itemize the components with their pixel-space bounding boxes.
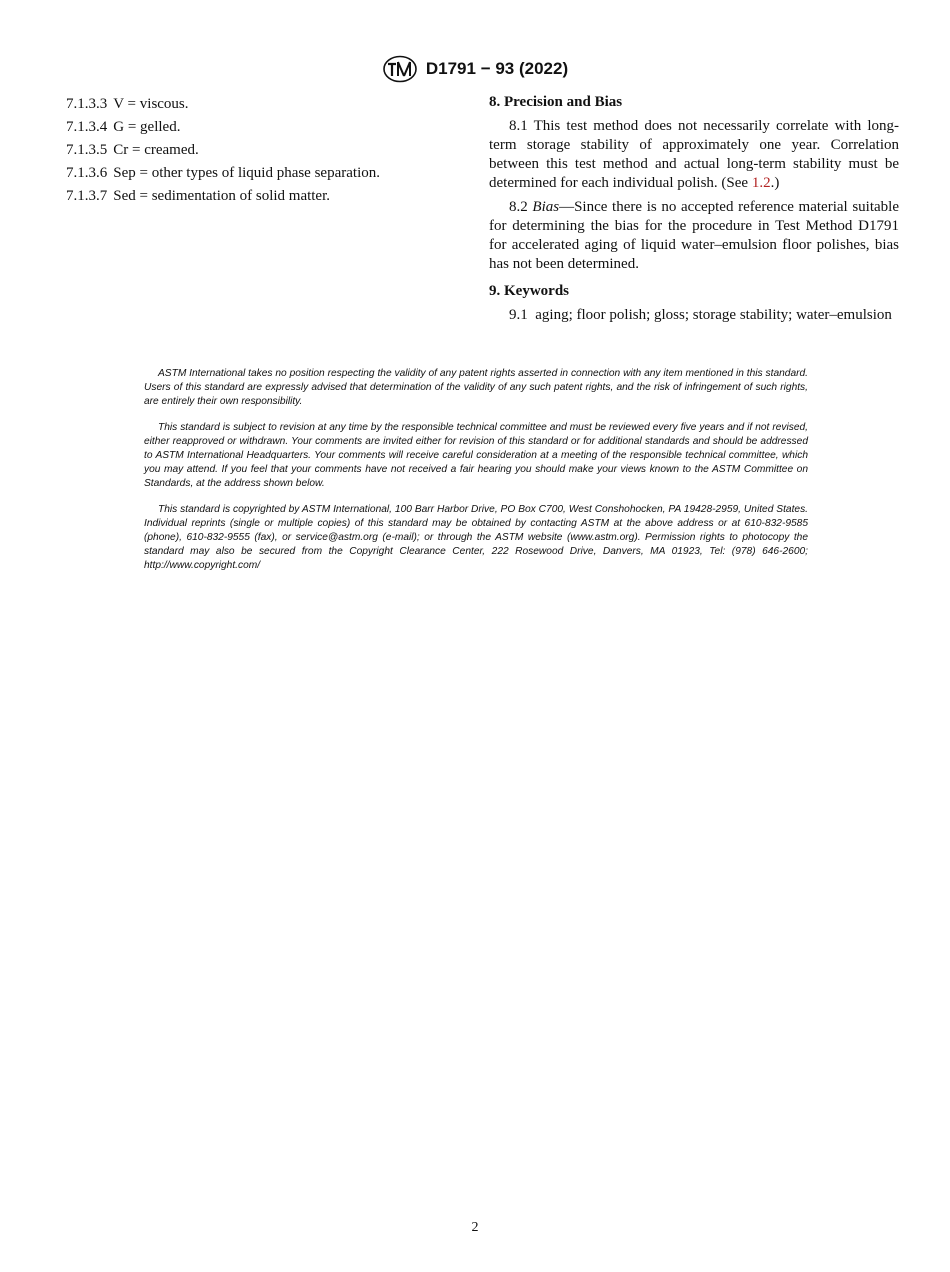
list-item <box>66 162 466 185</box>
paragraph-8-1 <box>489 117 899 193</box>
item-text: G = gelled. <box>113 119 181 135</box>
legal-notices <box>144 367 808 585</box>
astm-logo-icon <box>382 55 418 83</box>
patent-notice: ASTM International takes no position respecting the validity of any patent rights asserted in connection with any item mentioned in this standard. Users of this standard are expressly advised that determination of the validity of any such patent rights, and the risk of infringement of such rights, are entirely their own responsibility. <box>144 368 808 407</box>
paragraph-8-2 <box>489 198 899 274</box>
paragraph-number: 8.1 <box>509 118 528 134</box>
paragraph-number: 9.1 <box>509 307 528 323</box>
right-column <box>489 93 899 325</box>
document-title: D1791 − 93 (2022) <box>425 59 569 78</box>
item-text: Sep = other types of liquid phase separation. <box>113 165 380 181</box>
item-text: Cr = creamed. <box>113 142 199 158</box>
item-number: 7.1.3.5 <box>66 142 108 158</box>
item-number: 7.1.3.3 <box>66 96 108 112</box>
item-number: 7.1.3.7 <box>66 188 108 204</box>
page-header <box>0 55 950 83</box>
item-number: 7.1.3.4 <box>66 119 108 135</box>
paragraph-text: This test method does not necessarily correlate with long-term storage stability of approximately one year. Correlation between this test method and actual long-term stability must be determined for each individual polish. (See <box>489 118 900 191</box>
bias-label: Bias <box>532 199 560 215</box>
list-item <box>66 93 466 116</box>
paragraph-number: 8.2 <box>509 199 528 215</box>
paragraph-text: —Since there is no accepted reference material suitable for determining the bias for the procedure in Test Method D1791 for accelerated aging of liquid water–emulsion floor polishes, bias has not been determined. <box>489 199 899 272</box>
revision-notice: This standard is subject to revision at any time by the responsible technical committee and must be reviewed every five years and if not revised, either reapproved or withdrawn. Your comments are invited either for revision of this standard or for additional standards and should be addressed to ASTM International Headquarters. Your comments will receive careful consideration at a meeting of the responsible technical committee, which you may attend. If you feel that your comments have not received a fair hearing you should make your views known to the ASTM Committee on Standards, at the address shown below. <box>144 422 808 489</box>
paragraph-end: .) <box>770 175 780 191</box>
item-text: Sed = sedimentation of solid matter. <box>113 188 331 204</box>
section-8-heading: 8. Precision and Bias <box>489 94 623 110</box>
paragraph-9-1 <box>489 306 899 325</box>
list-item <box>66 185 466 208</box>
copyright-notice: This standard is copyrighted by ASTM International, 100 Barr Harbor Drive, PO Box C700, West Conshohocken, PA 19428-2959, United States. Individual reprints (single or multiple copies) of this standard may be obtained by contacting ASTM at the above address or at 610-832-9585 (phone), 610-832-9555 (fax), or service@astm.org (e-mail); or through the ASTM website (www.astm.org). Permission rights to photocopy the standard may also be secured from the Copyright Clearance Center, 222 Rosewood Drive, Danvers, MA 01923, Tel: (978) 646-2600; http://www.copyright.com/ <box>144 504 808 571</box>
list-item <box>66 116 466 139</box>
item-text: V = viscous. <box>113 96 189 112</box>
list-item <box>66 139 466 162</box>
section-9-heading: 9. Keywords <box>489 283 569 299</box>
reference-link[interactable]: 1.2 <box>751 175 771 191</box>
item-number: 7.1.3.6 <box>66 165 108 181</box>
paragraph-text: aging; floor polish; gloss; storage stability; water–emulsion <box>535 307 892 323</box>
left-column <box>66 93 466 208</box>
page-number: 2 <box>471 1220 479 1235</box>
